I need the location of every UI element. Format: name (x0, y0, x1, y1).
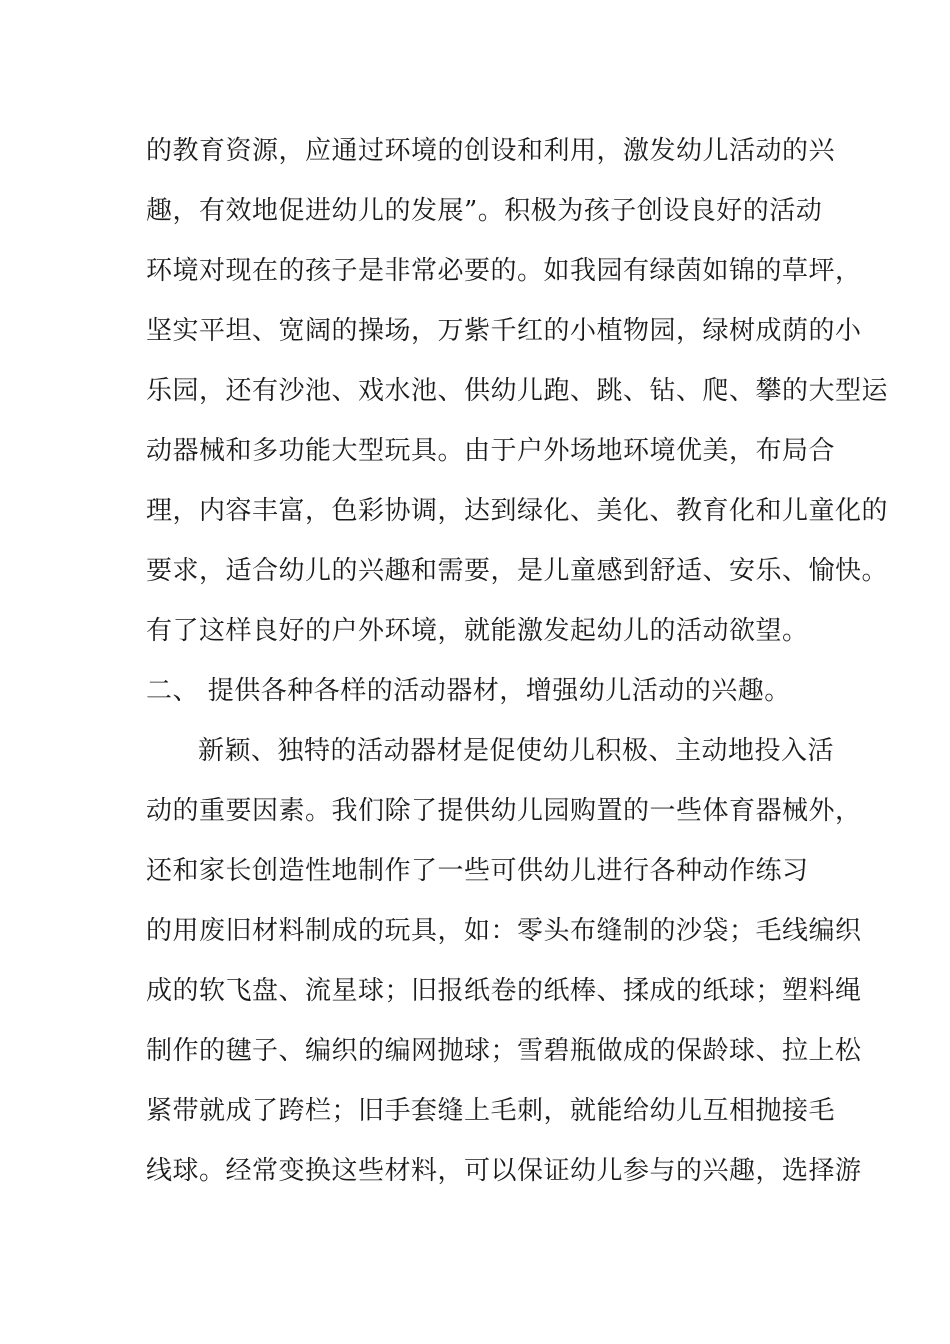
paragraph-line: 成的软飞盘、流星球；旧报纸卷的纸棒、揉成的纸球；塑料绳 (146, 976, 862, 1006)
paragraph-line: 紧带就成了跨栏；旧手套缝上毛刺，就能给幼儿互相抛接毛 (146, 1096, 836, 1126)
paragraph-line: 趣，有效地促进幼儿的发展”。积极为孩子创设良好的活动 (146, 196, 823, 226)
paragraph-line: 有了这样良好的户外环境，就能激发起幼儿的活动欲望。 (146, 616, 809, 646)
section-heading: 二、 提供各种各样的活动器材，增强幼儿活动的兴趣。 (146, 676, 791, 706)
paragraph-line: 动器械和多功能大型玩具。由于户外场地环境优美，布局合 (146, 436, 836, 466)
paragraph-line: 的用废旧材料制成的玩具，如：零头布缝制的沙袋；毛线编织 (146, 916, 862, 946)
paragraph-line: 环境对现在的孩子是非常必要的。如我园有绿茵如锦的草坪， (146, 256, 862, 286)
paragraph-line: 动的重要因素。我们除了提供幼儿园购置的一些体育器械外， (146, 796, 862, 826)
paragraph-line: 制作的毽子、编织的编网抛球；雪碧瓶做成的保龄球、拉上松 (146, 1036, 862, 1066)
paragraph-line: 乐园，还有沙池、戏水池、供幼儿跑、跳、钻、爬、攀的大型运 (146, 376, 889, 406)
paragraph-line: 的教育资源，应通过环境的创设和利用，激发幼儿活动的兴 (146, 136, 836, 166)
paragraph-line: 理，内容丰富，色彩协调，达到绿化、美化、教育化和儿童化的 (146, 496, 889, 526)
paragraph-line: 还和家长创造性地制作了一些可供幼儿进行各种动作练习 (146, 856, 809, 886)
paragraph-line: 坚实平坦、宽阔的操场，万紫千红的小植物园，绿树成荫的小 (146, 316, 862, 346)
paragraph-line: 要求，适合幼儿的兴趣和需要，是儿童感到舒适、安乐、愉快。 (146, 556, 889, 586)
paragraph-line: 线球。经常变换这些材料，可以保证幼儿参与的兴趣，选择游 (146, 1156, 862, 1186)
paragraph-line: 新颖、独特的活动器材是促使幼儿积极、主动地投入活 (198, 736, 835, 766)
